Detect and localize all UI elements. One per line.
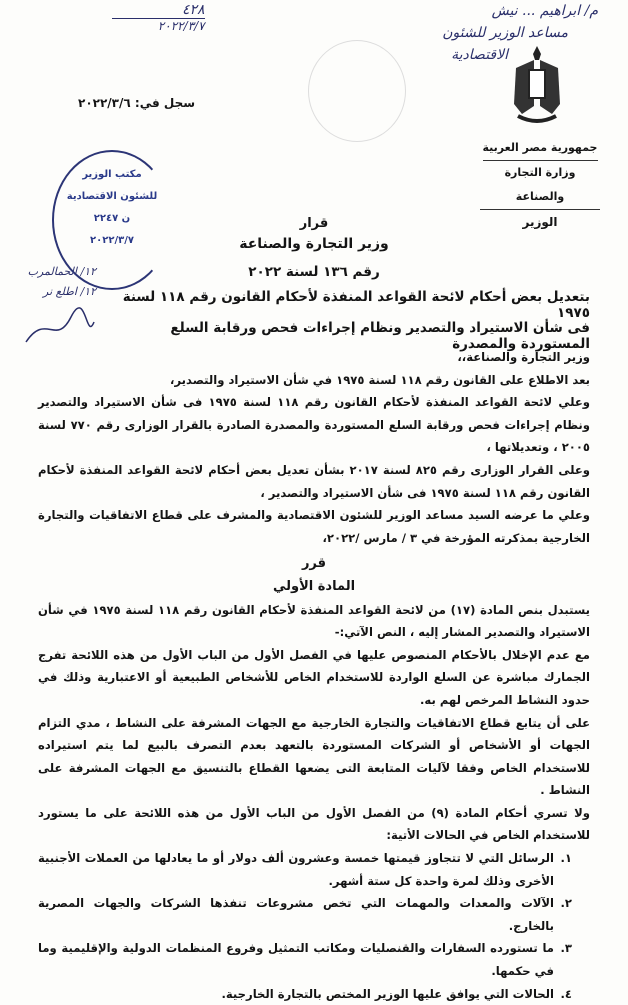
list-item [38, 937, 572, 982]
list-item [38, 983, 572, 1005]
office-stamp: مكتب الوزير للشئون الاقتصادية ن ٢٢٤٧ ٢٠٢٢/٣/٧ [52, 150, 172, 290]
subject-line-1: بتعديل بعض أحكام لائحة القواعد المنفذة لأحكام القانون رقم ١١٨ لسنة ١٩٧٥ [122, 289, 590, 321]
handwritten-margin-note: ١٢/ الحمالمرب ١٢/ اطلع نر [4, 262, 96, 359]
signature-icon [16, 302, 96, 352]
faint-seal [308, 40, 406, 142]
item-text: ما تستورده السفارات والقنصليات ومكاتب التمثيل وفروع المنظمات الدولية والإقليمية وما في حكمها. [38, 941, 554, 979]
decree-body [38, 346, 590, 1005]
article-paragraph: ولا تسري أحكام المادة (٩) من الفصل الأول من الباب الأول من هذه اللائحة على ما يستورد للاستخدام الخاص في الحالات الأتية: [38, 805, 590, 843]
article-paragraph: على أن يتابع قطاع الاتفاقيات والتجارة الخارجية مع الجهات المشرفة على النشاط ، مدي التزام الجهات أو الأشخاص أو الشركات المستوردة بالتعهد بعدم التصرف بالبيع لما يتم استيراده للاستخدام الخاص وفقا لآليات المتابعة التى يضعها القطاع بالتنسيق مع الجهات المشرفة على النشاط . [38, 715, 590, 798]
handwritten-referral: م/ ابراهيم ... نيش مساعد الوزير للشئون الاقتصادية [442, 3, 598, 63]
item-number: ١. [560, 851, 572, 866]
list-item [38, 892, 572, 937]
item-number: ٤. [560, 986, 572, 1001]
letterhead: جمهورية مصر العربية وزارة التجارة والصناعة الوزير [480, 136, 600, 235]
item-text: الرسائل التي لا تتجاوز قيمتها خمسة وعشرون ألف دولار أو ما يعادلها من العملات الأجنبية الأخرى وذلك لمرة واحدة كل ستة أشهر. [38, 851, 554, 888]
item-number: ٢. [560, 896, 572, 911]
item-text: الحالات التي يوافق عليها الوزير المختص بالتجارة الخارجية. [221, 986, 554, 1001]
preamble-item: بعد الاطلاع على القانون رقم ١١٨ لسنة ١٩٧٥ في شأن الاستيراد والتصدير، [170, 372, 590, 387]
list-item [38, 847, 572, 892]
item-number: ٣. [560, 941, 572, 956]
handwritten-number: ٤٢٨ ٢٠٢٢/٣/٧ [112, 2, 205, 33]
issuer: وزير التجارة والصناعة [239, 236, 389, 252]
preamble-item: وعلي ما عرضه السيد مساعد الوزير للشئون الاقتصادية والمشرف على قطاع الاتفاقيات والتجارة الخارجية بمذكرته المؤرخة في ٣ / مارس /٢٠٢٢، [38, 508, 590, 545]
item-text: الآلات والمعدات والمهمات التي تخص مشروعات تنفذها الشركات والجهات المصرية بالخارج. [38, 896, 554, 933]
subject-line-2: فى شأن الاستيراد والتصدير ونظام إجراءات فحص ورقابة السلع المستوردة والمصدرة [170, 320, 590, 352]
preamble-item: وعلى القرار الوزارى رقم ٨٢٥ لسنة ٢٠١٧ بشأن تعديل بعض أحكام لائحة القواعد المنفذة لأحكام القانون رقم ١١٨ لسنة ١٩٧٥ فى شأن الاستيراد والتصدير ، [38, 462, 590, 500]
article-title: المادة الأولي [272, 578, 356, 594]
preamble-item: وزير التجارة والصناعة،، [457, 350, 590, 364]
cases-list [38, 847, 590, 1005]
decree-label: قرار [299, 216, 329, 231]
registry-date: سجل في: ٢٠٢٢/٣/٦ [78, 96, 196, 110]
article-paragraph: مع عدم الإخلال بالأحكام المنصوص عليها في الفصل الأول من الباب الأول من هذه اللائحة تفرج الجمارك مباشرة عن السلع الواردة للاستخدام الخاص للأشخاص الطبيعية أو الاعتبارية وذلك في حدود النشاط المرخص لهم به. [38, 647, 590, 707]
resolved-heading: قرر [301, 556, 327, 572]
decree-number: رقم ١٣٦ لسنة ٢٠٢٢ [248, 264, 380, 280]
article-paragraph: يستبدل بنص المادة (١٧) من لائحة القواعد المنفذة لأحكام القانون رقم ١١٨ لسنة ١٩٧٥ في شأن الاستيراد والتصدير المشار إليه ، النص الآتي:- [38, 602, 590, 640]
eagle-emblem-icon [512, 44, 562, 126]
preamble-item: وعلي لائحة القواعد المنفذة لأحكام القانون رقم ١١٨ لسنة ١٩٧٥ فى شأن الاستيراد والتصدير ونظام إجراءات فحص ورقابة السلع المستوردة والمصدرة الصادرة بالقرار الوزارى رقم ٧٧٠ لسنة ٢٠٠٥ ، وتعديلاتها ، [38, 395, 590, 455]
